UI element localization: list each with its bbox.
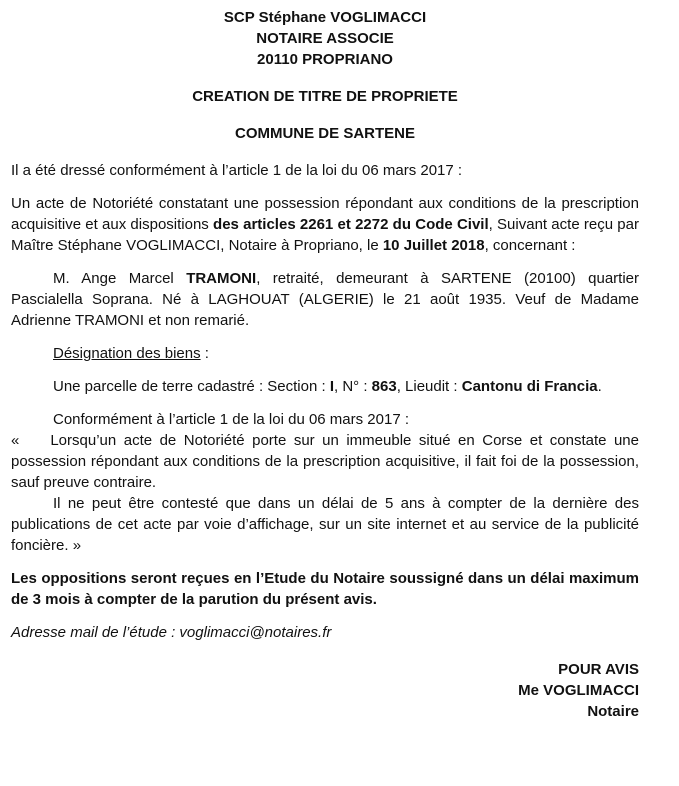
intro-paragraph: Il a été dressé conformément à l’article 1 de la loi du 06 mars 2017 : xyxy=(11,162,463,179)
acte-text-2: , Suivant acte reçu par Maître Stéphane VOGLIMACCI, Notaire à Propriano, le xyxy=(11,216,639,254)
opening-guillemet: « xyxy=(11,432,20,449)
law-quote-paragraph xyxy=(11,430,639,493)
commune-subtitle: COMMUNE DE SARTENE xyxy=(234,125,415,142)
designation-heading-label: Désignation des biens xyxy=(53,345,201,362)
acte-text: Un acte de Notoriété constatant une possession répondant aux conditions de la prescription acquisitive et aux dispositions xyxy=(11,195,639,233)
signature-block xyxy=(11,659,639,722)
parcel-period: . xyxy=(597,378,602,395)
person-paragraph xyxy=(11,268,639,331)
signature-notary-name: Me VOGLIMACCI xyxy=(518,682,639,699)
person-surname-bold: TRAMONI xyxy=(186,270,257,287)
designation-heading-colon: : xyxy=(200,345,209,362)
oppositions-paragraph: Les oppositions seront reçues en l’Etude du Notaire soussigné dans un délai maximum de 3 mois à compter de la parution du présent avis. xyxy=(11,570,639,608)
email-paragraph: Adresse mail de l’étude : voglimacci@notaires.fr xyxy=(11,624,332,641)
acte-articles-bold: des articles 2261 et 2272 du Code Civil xyxy=(213,216,489,233)
parcel-text-3: , Lieudit : xyxy=(396,378,462,395)
signature-pour-avis: POUR AVIS xyxy=(558,661,639,678)
parcel-section-bold: I xyxy=(329,378,334,395)
designation-heading xyxy=(11,343,639,364)
notary-office-name: SCP Stéphane VOGLIMACCI xyxy=(223,9,427,26)
parcel-lieudit-bold: Cantonu di Francia xyxy=(461,378,598,395)
acte-date-bold: 10 Juillet 2018 xyxy=(382,237,485,254)
parcel-text: Une parcelle de terre cadastré : Section : xyxy=(53,378,330,395)
law-quote-text: Lorsqu’un acte de Notoriété porte sur un immeuble situé en Corse et constate une possession répondant aux conditions de la prescription acquisitive, il fait foi de la possession, sauf preuve contraire. xyxy=(11,432,639,491)
acte-text-3: , concernant : xyxy=(484,237,576,254)
notary-office-city: 20110 PROPRIANO xyxy=(257,51,393,68)
signature-role: Notaire xyxy=(587,703,639,720)
person-text: M. Ange Marcel xyxy=(53,270,187,287)
law-intro-paragraph: Conformément à l’article 1 de la loi du 06 mars 2017 : xyxy=(53,411,410,428)
law-quote-continuation-paragraph: Il ne peut être contesté que dans un délai de 5 ans à compter de la dernière des publications de cet acte par voie d’affichage, sur un site internet et au service de la publicité foncière. » xyxy=(11,495,639,554)
parcel-number-bold: 863 xyxy=(371,378,397,395)
notary-office-role: NOTAIRE ASSOCIE xyxy=(256,30,394,47)
person-text-2: , retraité, demeurant à SARTENE (20100) quartier Pascialella Soprana. Né à LAGHOUAT (ALGERIE) le 21 août 1935. Veuf de Madame Adrienne TRAMONI et non remarié. xyxy=(11,270,639,329)
parcel-text-2: , N° : xyxy=(333,378,372,395)
notary-office-block xyxy=(11,7,639,70)
parcel-paragraph xyxy=(11,376,639,397)
acte-paragraph xyxy=(11,193,639,256)
document-title: CREATION DE TITRE DE PROPRIETE xyxy=(192,88,458,105)
